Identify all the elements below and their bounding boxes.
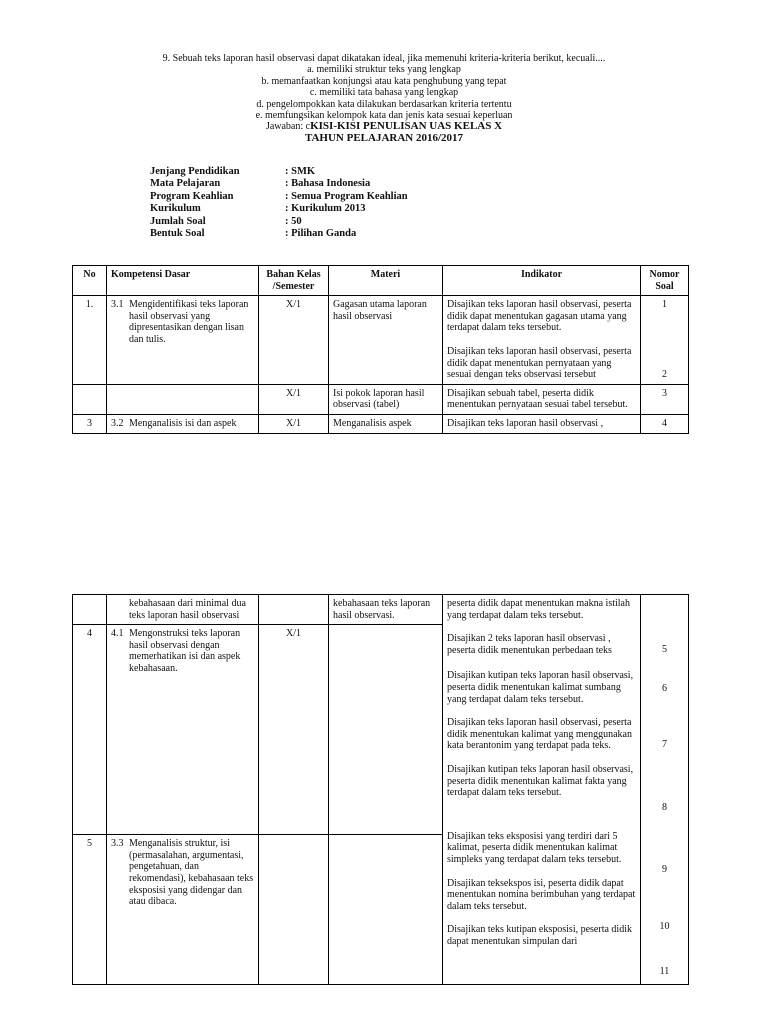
header-indikator: Indikator <box>443 266 641 296</box>
question-text: 9. Sebuah teks laporan hasil observasi dapat dikatakan ideal, jika memenuhi kriteria-kriteria berikut, kecuali.... <box>162 53 606 64</box>
kd-number: 3.2 <box>111 417 124 429</box>
nomor-soal: 6 <box>662 682 667 694</box>
nomor-soal: 5 <box>662 644 667 655</box>
meta-key: Bentuk Soal <box>150 228 205 240</box>
meta-key: Jumlah Soal <box>150 215 206 227</box>
indikator-text: Disajikan teks laporan hasil observasi, peserta didik dapat menentukan pernyataan yang sesuai dengan teks observasi tersebut <box>447 345 632 381</box>
kd-number: 4.1 <box>111 628 124 640</box>
option-b: b. memanfaatkan konjungsi atau kata penghubung yang tepat <box>261 75 507 87</box>
meta-value: : 50 <box>285 215 302 227</box>
header-nomor: Nomor Soal <box>641 266 689 296</box>
meta-key: Mata Pelajaran <box>150 178 221 190</box>
meta-key: Kurikulum <box>150 203 201 215</box>
cell-bahan: X/1 <box>259 384 329 414</box>
cell-kd <box>107 835 259 985</box>
meta-block <box>150 166 408 240</box>
answer-prefix: Jawaban: c <box>265 121 311 133</box>
cell-kd <box>107 296 259 385</box>
meta-row <box>150 166 408 178</box>
meta-value: : Kurikulum 2013 <box>285 203 366 215</box>
header-kd: Kompetensi Dasar <box>107 266 259 296</box>
indikator-text: Disajikan teks laporan hasil observasi, peserta didik dapat menentukan gagasan utama yang terdapat dalam teks tersebut. <box>447 299 632 334</box>
nomor-soal: 11 <box>659 965 670 977</box>
kd-text: Mengidentifikasi teks laporan hasil observasi yang dipresentasikan dengan lisan dan tulis. <box>129 299 249 345</box>
option-d: d. pengelompokkan kata dilakukan berdasarkan kriteria tertentu <box>256 98 512 110</box>
cell-materi: Isi pokok laporan hasil observasi (tabel) <box>329 384 443 414</box>
meta-key: Program Keahlian <box>150 190 234 202</box>
cell-indikator <box>443 296 641 385</box>
cell-no <box>73 595 107 625</box>
cell-no: 1. <box>73 296 107 385</box>
nomor-soal: 1 <box>662 299 667 311</box>
cell-indikator <box>443 595 641 985</box>
meta-row <box>150 191 408 203</box>
cell-no <box>73 384 107 414</box>
kisi-table-page1 <box>72 265 689 434</box>
cell-materi <box>329 835 443 985</box>
doc-subtitle: TAHUN PELAJARAN 2016/2017 <box>304 131 464 144</box>
cell-kd <box>107 414 259 433</box>
cell-nomor <box>641 595 689 985</box>
table-row <box>73 296 689 385</box>
option-c: c. memiliki tata bahasa yang lengkap <box>309 87 459 99</box>
cell-nomor <box>641 296 689 385</box>
indikator-text: Disajikan teks laporan hasil observasi, peserta didik menentukan kalimat yang menggunakan kata berantonim yang terdapat pada teks. <box>447 717 632 752</box>
doc-title: KISI-KISI PENULISAN UAS KELAS X <box>310 120 503 133</box>
cell-bahan: X/1 <box>259 625 329 835</box>
nomor-soal: 7 <box>662 739 667 751</box>
meta-value: : Pilihan Ganda <box>285 228 357 240</box>
cell-kd <box>107 595 259 625</box>
cell-materi: Menganalisis aspek <box>329 414 443 433</box>
intro-block <box>0 53 768 144</box>
cell-materi: Gagasan utama laporan hasil observasi <box>329 296 443 385</box>
indikator-text: Disajikan teksekspos isi, peserta didik dapat menentukan nomina berimbuhan yang terdapat dalam teks tersebut. <box>447 877 636 912</box>
cell-nomor: 3 <box>641 384 689 414</box>
meta-value: : Semua Program Keahlian <box>285 190 408 202</box>
indikator-text: Disajikan teks eksposisi yang terdiri dari 5 kalimat, peserta didik menentukan kalimat simpleks yang terdapat dalam teks tersebut. <box>447 830 622 865</box>
meta-row <box>150 216 408 228</box>
indikator-text: Disajikan teks kutipan eksposisi, peserta didik dapat menentukan simpulan dari <box>447 924 632 947</box>
cell-bahan <box>259 595 329 625</box>
cell-nomor: 4 <box>641 414 689 433</box>
cell-kd <box>107 625 259 835</box>
indikator-text: Disajikan 2 teks laporan hasil observasi , peserta didik menentukan perbedaan teks <box>447 633 612 656</box>
indikator-text: Disajikan kutipan teks laporan hasil observasi, peserta didik menentukan kalimat fakta yang terdapat dalam teks tersebut. <box>447 763 634 799</box>
table-row <box>73 384 689 414</box>
cell-bahan: X/1 <box>259 296 329 385</box>
indikator-text: Disajikan kutipan teks laporan hasil observasi, peserta didik menentukan kalimat sumbang yang terdapat dalam teks tersebut. <box>447 670 634 705</box>
cell-indikator: Disajikan teks laporan hasil observasi , <box>443 414 641 433</box>
nomor-soal: 9 <box>662 864 667 876</box>
cell-materi: kebahasaan teks laporan hasil observasi. <box>329 595 443 625</box>
cell-no: 4 <box>73 625 107 835</box>
cell-no: 5 <box>73 835 107 985</box>
kd-text: Menganalisis isi dan aspek <box>129 417 237 429</box>
option-e: e. memfungsikan kelompok kata dan jenis kata sesuai keperluan <box>255 110 513 122</box>
indikator-text: peserta didik dapat menentukan makna istilah yang terdapat dalam teks tersebut. <box>447 598 630 621</box>
cell-kd <box>107 384 259 414</box>
kd-number: 3.3 <box>111 838 124 850</box>
kisi-table-page2 <box>72 594 689 985</box>
kd-text: Mengonstruksi teks laporan hasil observasi dengan memerhatikan isi dan aspek kebahasaan. <box>129 628 241 674</box>
nomor-soal: 8 <box>662 801 667 813</box>
meta-value: : Bahasa Indonesia <box>285 178 371 190</box>
cell-bahan: X/1 <box>259 414 329 433</box>
kd-number: 3.1 <box>111 299 124 311</box>
kd-text: kebahasaan dari minimal dua teks laporan hasil observasi <box>129 598 246 621</box>
meta-row <box>150 203 408 215</box>
cell-no: 3 <box>73 414 107 433</box>
meta-row <box>150 228 408 240</box>
header-bahan: Bahan Kelas /Semester <box>259 266 329 296</box>
meta-key: Jenjang Pendidikan <box>150 166 240 177</box>
kd-text: Menganalisis struktur, isi (permasalahan, argumentasi, pengetahuan, dan rekomendasi), kebahasaan teks eksposisi yang didengar dan atau dibaca. <box>129 838 254 908</box>
meta-value: : SMK <box>285 166 316 177</box>
cell-indikator: Disajikan sebuah tabel, peserta didik menentukan pernyataan sesuai tabel tersebut. <box>443 384 641 414</box>
table-row <box>73 414 689 433</box>
nomor-soal: 10 <box>659 920 670 932</box>
header-no: No <box>73 266 107 296</box>
cell-materi <box>329 625 443 835</box>
table-header-row <box>73 266 689 296</box>
nomor-soal: 2 <box>662 368 667 380</box>
option-a: a. memiliki struktur teks yang lengkap <box>307 64 461 76</box>
header-materi: Materi <box>329 266 443 296</box>
cell-bahan <box>259 835 329 985</box>
meta-row <box>150 178 408 190</box>
table-row <box>73 595 689 625</box>
